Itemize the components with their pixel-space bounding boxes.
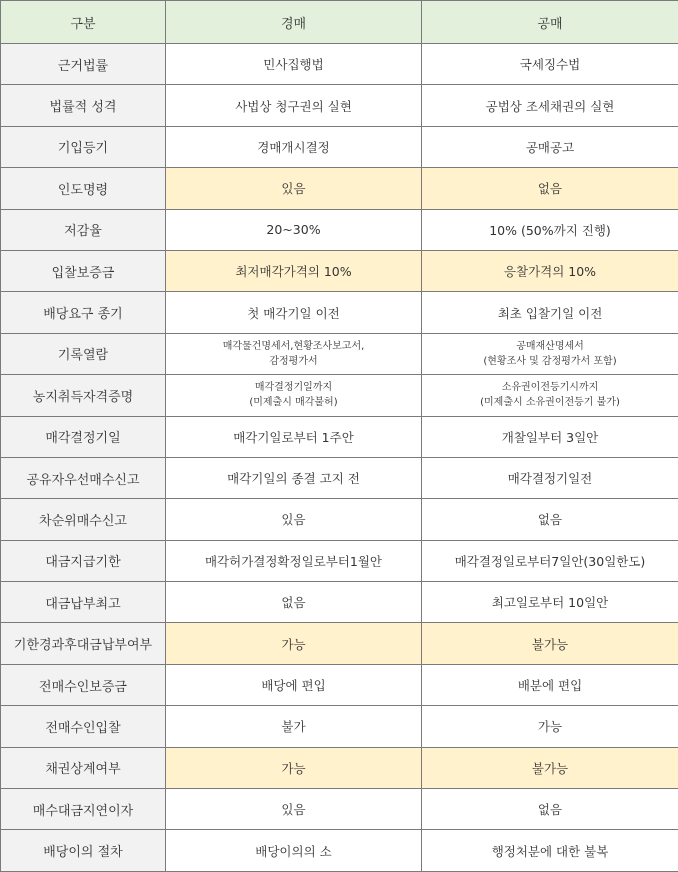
row-label: 대금납부최고 [1, 582, 166, 623]
row-label: 대금지급기한 [1, 540, 166, 581]
table-row [1, 582, 678, 623]
row-label: 농지취득자격증명 [1, 375, 166, 416]
table-row [1, 209, 678, 250]
public-auction-value [422, 333, 678, 374]
row-label: 매각결정기일 [1, 416, 166, 457]
row-label: 공유자우선매수신고 [1, 457, 166, 498]
table-row [1, 250, 678, 291]
public-auction-value: 응찰가격의 10% [422, 250, 678, 291]
table-row [1, 126, 678, 167]
auction-value [166, 333, 422, 374]
header-public-auction: 공매 [422, 1, 678, 44]
auction-value: 경매개시결정 [166, 126, 422, 167]
table-row [1, 540, 678, 581]
row-label: 인도명령 [1, 168, 166, 209]
auction-value: 매각기일의 종결 고지 전 [166, 457, 422, 498]
public-auction-value: 없음 [422, 499, 678, 540]
public-auction-value: 없음 [422, 168, 678, 209]
auction-value: 20~30% [166, 209, 422, 250]
auction-value: 없음 [166, 582, 422, 623]
auction-value: 첫 매각기일 이전 [166, 292, 422, 333]
auction-value: 배당이의의 소 [166, 830, 422, 871]
public-auction-value: 10% (50%까지 진행) [422, 209, 678, 250]
public-auction-value: 매각결정일로부터7일안(30일한도) [422, 540, 678, 581]
auction-value: 최저매각가격의 10% [166, 250, 422, 291]
public-auction-value: 최초 입찰기일 이전 [422, 292, 678, 333]
auction-value: 매각허가결정확정일로부터1월안 [166, 540, 422, 581]
table-row [1, 85, 678, 126]
row-label: 전매수인보증금 [1, 664, 166, 705]
public-auction-value: 없음 [422, 789, 678, 830]
table-row [1, 830, 678, 871]
public-auction-value: 개찰일부터 3일안 [422, 416, 678, 457]
public-auction-value-line: 소유권이전등기시까지 [426, 380, 674, 395]
table-row [1, 292, 678, 333]
auction-value: 매각기일로부터 1주안 [166, 416, 422, 457]
public-auction-value: 공법상 조세채권의 실현 [422, 85, 678, 126]
public-auction-value: 행정처분에 대한 불복 [422, 830, 678, 871]
auction-value: 가능 [166, 623, 422, 664]
table-row [1, 623, 678, 664]
public-auction-value-line: 공매재산명세서 [426, 339, 674, 354]
table-row [1, 499, 678, 540]
row-label: 배당요구 종기 [1, 292, 166, 333]
table-row [1, 333, 678, 374]
header-row [1, 1, 678, 44]
public-auction-value: 불가능 [422, 747, 678, 788]
auction-value: 있음 [166, 499, 422, 540]
auction-value: 사법상 청구권의 실현 [166, 85, 422, 126]
table-row [1, 168, 678, 209]
table-row [1, 706, 678, 747]
row-label: 저감율 [1, 209, 166, 250]
header-auction: 경매 [166, 1, 422, 44]
public-auction-value: 불가능 [422, 623, 678, 664]
row-label: 기한경과후대금납부여부 [1, 623, 166, 664]
public-auction-value-line: (미제출시 소유권이전등기 불가) [426, 395, 674, 410]
auction-value-line: (미제출시 매각불허) [170, 395, 417, 410]
public-auction-value-line: (현황조사 및 감정평가서 포함) [426, 354, 674, 369]
table-row [1, 664, 678, 705]
row-label: 근거법률 [1, 44, 166, 85]
row-label: 기록열람 [1, 333, 166, 374]
table-row [1, 44, 678, 85]
row-label: 전매수인입찰 [1, 706, 166, 747]
row-label: 차순위매수신고 [1, 499, 166, 540]
auction-value-line: 매각결정기일까지 [170, 380, 417, 395]
public-auction-value [422, 375, 678, 416]
row-label: 배당이의 절차 [1, 830, 166, 871]
auction-value [166, 375, 422, 416]
public-auction-value: 국세징수법 [422, 44, 678, 85]
row-label: 기입등기 [1, 126, 166, 167]
public-auction-value: 공매공고 [422, 126, 678, 167]
row-label: 입찰보증금 [1, 250, 166, 291]
row-label: 채권상계여부 [1, 747, 166, 788]
row-label: 법률적 성격 [1, 85, 166, 126]
auction-value: 배당에 편입 [166, 664, 422, 705]
table-row [1, 416, 678, 457]
table-row [1, 457, 678, 498]
auction-value: 불가 [166, 706, 422, 747]
table-row [1, 747, 678, 788]
auction-value: 가능 [166, 747, 422, 788]
public-auction-value: 배분에 편입 [422, 664, 678, 705]
table-row [1, 789, 678, 830]
public-auction-value: 최고일로부터 10일안 [422, 582, 678, 623]
public-auction-value: 가능 [422, 706, 678, 747]
auction-value: 있음 [166, 789, 422, 830]
row-label: 매수대금지연이자 [1, 789, 166, 830]
public-auction-value: 매각결정기일전 [422, 457, 678, 498]
auction-value: 있음 [166, 168, 422, 209]
auction-value: 민사집행법 [166, 44, 422, 85]
auction-value-line: 매각물건명세서,현황조사보고서, [170, 339, 417, 354]
table-row [1, 375, 678, 416]
auction-value-line: 감정평가서 [170, 354, 417, 369]
header-category: 구분 [1, 1, 166, 44]
